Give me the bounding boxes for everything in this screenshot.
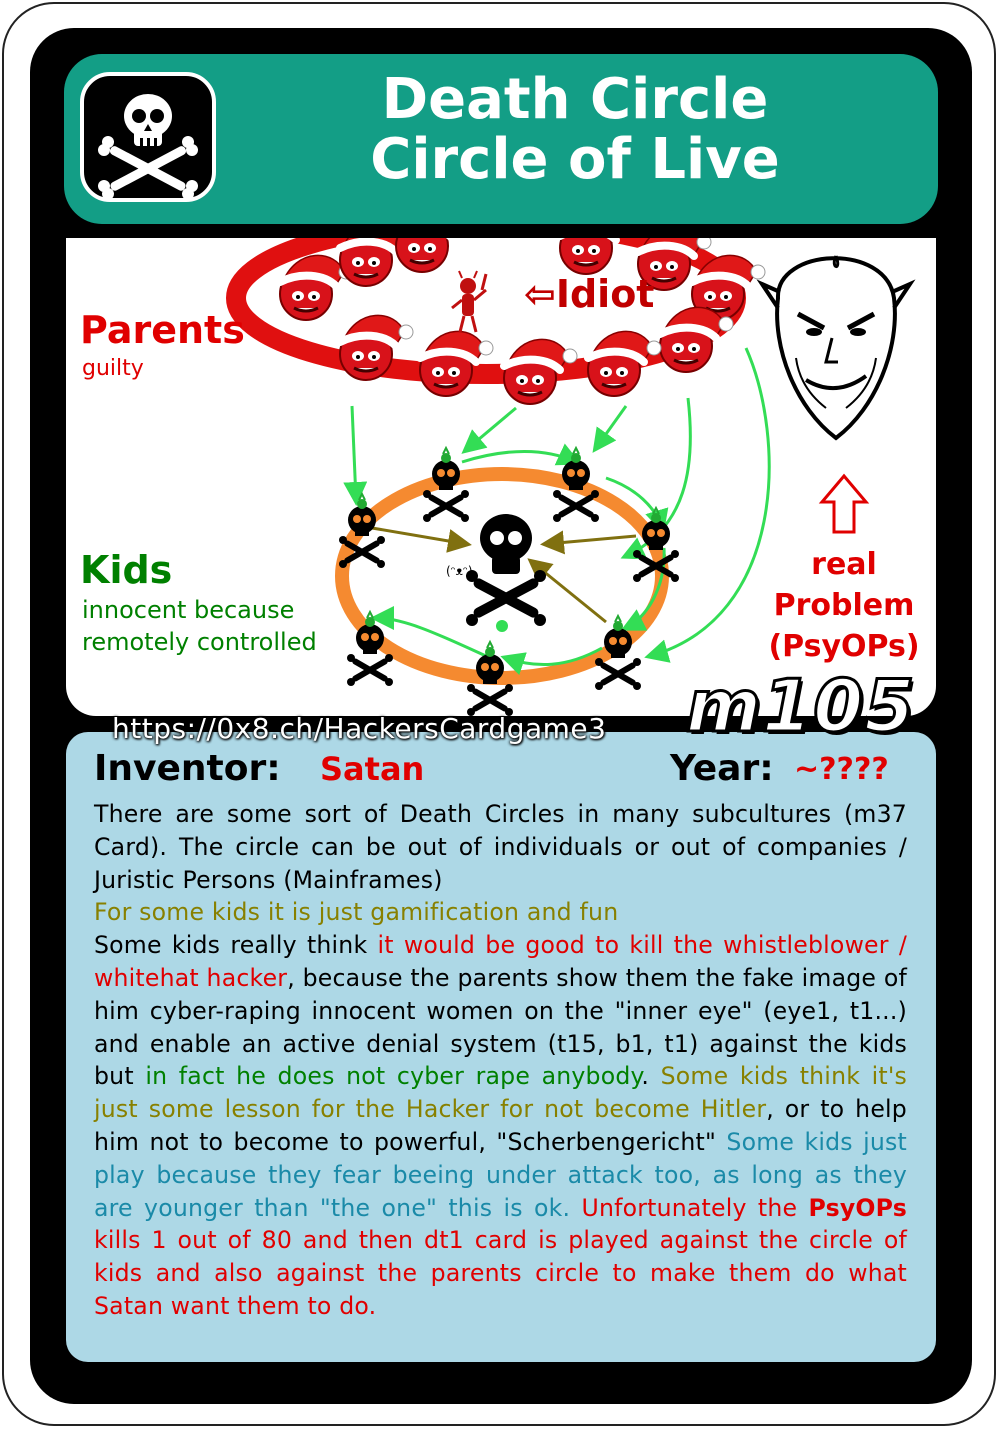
real-problem-label [756, 544, 932, 667]
devil-figure-icon [452, 271, 486, 332]
text-run-red: Unfortunately the [570, 1193, 809, 1222]
title-line-1: Death Circle [381, 67, 769, 132]
center-skull-icon [466, 514, 546, 626]
title-line-2: Circle of Live [370, 127, 780, 192]
description-paragraph-1: There are some sort of Death Circles in many subcultures (m37 Card). The circle can be out of individuals or out of companies / Juristic Persons (Mainframes) [94, 800, 907, 894]
inventor-label: Inventor: [94, 748, 281, 789]
text-run-red: it would be good to kill the whistleblower / whitehat hacker [94, 931, 907, 992]
parents-sub-label: guilty [82, 356, 144, 381]
text-run: Some kids really think [94, 931, 378, 960]
text-run-psyops: PsyOPs [808, 1193, 907, 1222]
kids-sub-label-2: remotely controlled [82, 628, 317, 656]
kids-sub-label-1: innocent because [82, 596, 295, 624]
text-run-olive: Some kids think it's just some lesson for the Hacker for not become Hitler [94, 1062, 908, 1124]
illustration-panel [66, 238, 936, 716]
inventor-value: Satan [320, 750, 425, 788]
text-run: . [641, 1062, 661, 1091]
parents-label: Parents [80, 308, 245, 352]
idiot-label: ⇦Idiot [524, 272, 655, 316]
control-arrows [352, 348, 769, 665]
up-arrow-icon [822, 476, 866, 532]
card-number: m105 [686, 664, 916, 748]
header-icon-box [80, 72, 216, 202]
card-title [240, 67, 910, 192]
card-url: https://0x8.ch/HackersCardgame3 [112, 712, 607, 745]
text-run-green: in fact he does not cyber rape anybody [145, 1062, 642, 1091]
inventor-year-row [94, 748, 914, 792]
text-run-red: kills 1 out of 80 and then dt1 card is played against the circle of kids and also against the parents circle to make them do what Satan want them to do. [94, 1226, 907, 1320]
small-green-blob [496, 620, 508, 632]
card-description [94, 798, 907, 1323]
center-face-text: (ᵔᴥᵔ) [446, 564, 473, 578]
description-paragraph-3 [94, 929, 907, 1323]
text-run: , or to help him not to become to powerful, "Scherbengericht" [94, 1095, 907, 1156]
problem-line-1: real [811, 547, 877, 582]
devil-face-icon [762, 256, 910, 438]
kids-label: Kids [80, 548, 173, 592]
description-paragraph-2: For some kids it is just gamification and fun [94, 898, 619, 927]
problem-line-3: (PsyOPs) [768, 629, 920, 664]
text-run-blue: Some kids just play because they fear beeing under attack too, as long as they are younger than "the one" this is ok. [94, 1127, 907, 1222]
skull-crossbones-icon [84, 76, 212, 198]
text-run: , because the parents show them the fake image of him cyber-raping innocent women on the "inner eye" (eye1, t1...) and enable an active denial system (t15, b1, t1) against the kids but [94, 963, 908, 1091]
problem-line-2: Problem [773, 588, 915, 623]
year-label: Year: [670, 748, 774, 789]
year-value: ~???? [794, 752, 889, 787]
